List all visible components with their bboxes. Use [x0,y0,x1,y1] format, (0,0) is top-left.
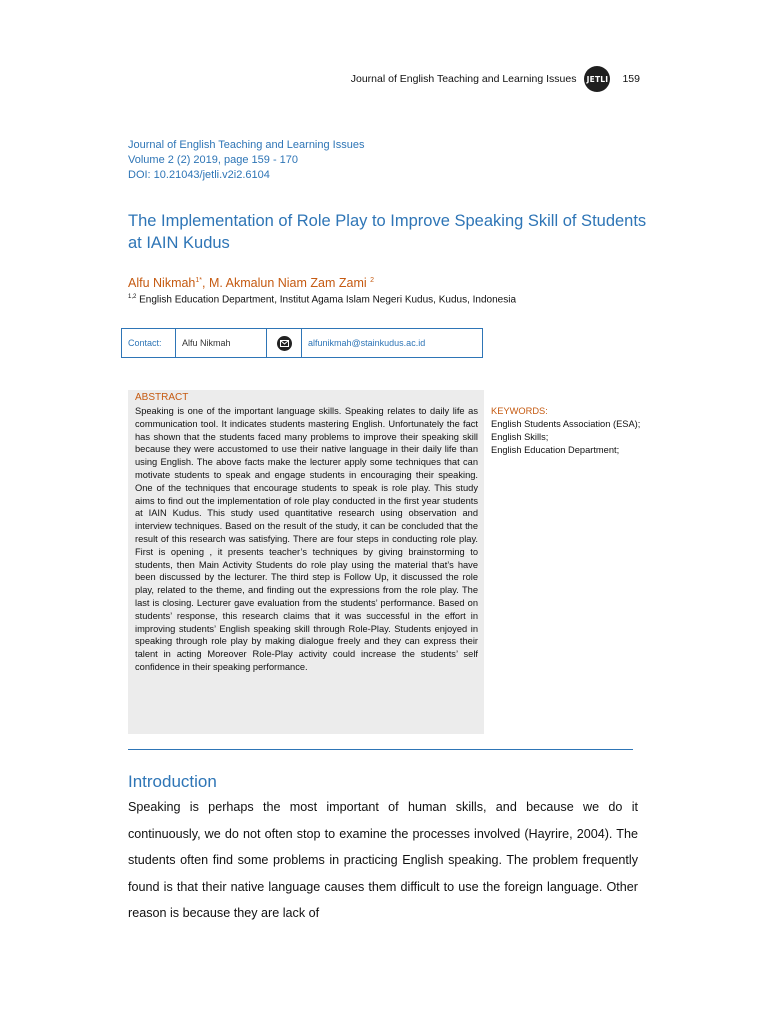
introduction-text: Speaking is perhaps the most important of human skills, and because we do it continuously, we do not often stop to examine the processes involved (Hayrire, 2004). The students often find some problems in practicing English speaking. The problem frequently found is that their native language causes them difficult to use the foreign language. Other reason is because they are lack of [128,800,638,920]
affiliation [128,294,516,305]
author-1: Alfu Nikmah [128,276,196,290]
author-1-affil: 1* [195,276,203,284]
affiliation-marker: 1,2 [128,294,137,300]
section-divider [128,749,633,750]
running-head-journal: Journal of English Teaching and Learning Issues [350,73,577,85]
citation-doi[interactable]: DOI: 10.21043/jetli.v2i2.6104 [128,169,270,181]
keyword-item: English Students Association (ESA); [491,419,641,429]
running-head [351,66,640,92]
author-line [128,276,374,290]
contact-label: Contact: [122,329,176,357]
abstract-text: Speaking is one of the important language skills. Speaking relates to daily life as communication tool. It indicates students mastering English. Unfortunately the fact has shown that the students faced many problems to improve their speaking skill because they were accustomed to use their native language in their daily life than using English. The above facts make the lecturer apply some techniques that can motivate students to speak and engage students in encouraging their speaking. One of the techniques that encourage students to speak is role play. This study aims to find out the implementation of role play conducted in the first year students at IAIN Kudus. This study used quantitative research using observation and interview techniques. Based on the result of the study, it can be concluded that the result of this research was satisfying. There are four steps in conducting role play. First is opening , it presents teacher’s techniques by giving brainstorming to students, then Main Activity Students do role play using the material that’s have been discussed by the lecturer. The third step is Follow Up, it discussed the role play, related to the theme, and finding out the expressions from the role play. The last is closing. Lecturer gave evaluation from the students’ performance. Based on students’ response, this research claims that it was successful in the effort in improving students’ English speaking skill through Role-Play. Students enjoyed in speaking through role play by making dialogue freely and they can express their talent in acting Moreover Role-Play activity could increase the students’ self confidence in their speaking performance. [135,406,478,672]
abstract-box [128,390,484,734]
citation-journal: Journal of English Teaching and Learning Issues [128,139,365,151]
contact-name: Alfu Nikmah [176,329,267,357]
affiliation-text: English Education Department, Institut Agama Islam Negeri Kudus, Kudus, Indonesia [139,294,517,306]
keywords-label: KEYWORDS: [491,406,548,416]
citation-block [128,138,364,183]
author-2-affil: 2 [370,276,375,284]
envelope-icon [277,336,292,351]
jetli-logo: JETLI [584,66,610,92]
contact-icon-cell [267,329,302,357]
keyword-item: English Education Department; [491,445,620,455]
author-2: M. Akmalun Niam Zam Zami [208,276,367,290]
introduction-heading: Introduction [128,772,217,791]
paper-title: The Implementation of Role Play to Improve Speaking Skill of Students at IAIN Kudus [128,212,647,252]
keywords-block [491,405,641,457]
citation-volume: Volume 2 (2) 2019, page 159 - 170 [128,154,299,166]
contact-box [121,328,483,358]
keyword-item: English Skills; [491,432,549,442]
contact-email[interactable]: alfunikmah@stainkudus.ac.id [308,338,426,348]
page-number: 159 [622,73,640,85]
author-separator: , [202,276,209,290]
abstract-label: ABSTRACT [135,392,189,403]
